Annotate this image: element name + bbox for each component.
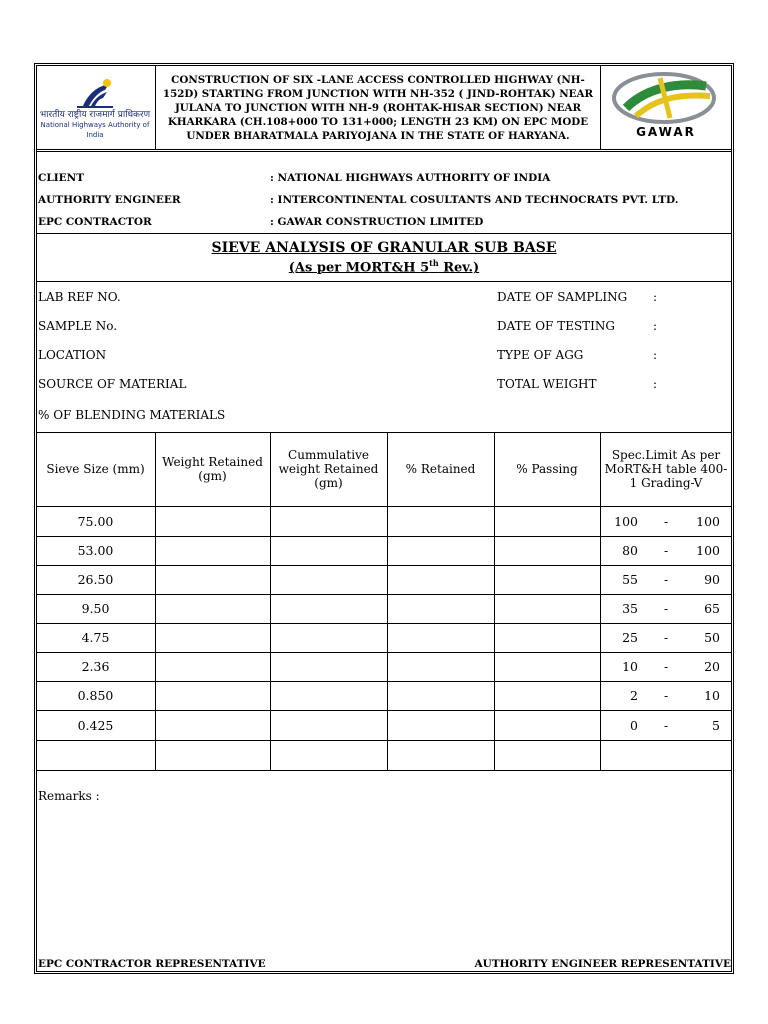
sieve-size-cell: 53.00 — [77, 543, 114, 558]
field-colon: : — [653, 290, 658, 304]
spec-dash: - — [664, 514, 669, 529]
heading-bottom-line — [36, 281, 732, 282]
sieve-size-cell: 0.850 — [77, 688, 114, 703]
header-bottom-line-double — [36, 151, 732, 152]
header-weight-retained — [155, 455, 270, 483]
header-divider-right — [600, 65, 601, 149]
spec-max-cell: 90 — [704, 572, 720, 587]
type-of-agg-label: TYPE OF AGG — [497, 348, 584, 362]
header-line: 1 Grading-V — [629, 476, 703, 490]
sieve-size-cell: 0.425 — [77, 718, 114, 733]
spec-min-cell: 55 — [622, 572, 638, 587]
spec-min-cell: 100 — [614, 514, 638, 529]
spec-min-cell: 25 — [622, 630, 638, 645]
header-line: % Retained — [405, 462, 476, 476]
spec-dash: - — [664, 572, 669, 587]
authority-engineer-value: : INTERCONTINENTAL COSULTANTS AND TECHNOCRATS PVT. LTD. — [270, 194, 679, 206]
spec-max-cell: 100 — [696, 514, 720, 529]
spec-min-cell: 10 — [622, 659, 638, 674]
table-row-line — [36, 623, 732, 624]
project-title-line: CONSTRUCTION OF SIX -LANE ACCESS CONTROLLED HIGHWAY (NH- — [171, 74, 585, 86]
table-row-line — [36, 594, 732, 595]
spec-dash: - — [664, 601, 669, 616]
project-title-line: JULANA TO JUNCTION WITH NH-9 (ROHTAK-HISAR SECTION) NEAR — [174, 102, 582, 114]
header-divider-left — [155, 65, 156, 149]
spec-min-cell: 35 — [622, 601, 638, 616]
project-title-line: KHARKARA (CH.108+000 TO 131+000; LENGTH 23 KM) ON EPC MODE — [167, 116, 589, 128]
subtitle-superscript: th — [429, 258, 439, 268]
sieve-size-cell: 4.75 — [81, 630, 110, 645]
header-percent-passing — [494, 462, 600, 476]
remarks-label: Remarks : — [38, 789, 100, 803]
date-of-testing-label: DATE OF TESTING — [497, 319, 616, 333]
form-title: SIEVE ANALYSIS OF GRANULAR SUB BASE — [211, 240, 557, 256]
total-weight-label: TOTAL WEIGHT — [497, 377, 597, 391]
field-colon: : — [653, 377, 658, 391]
spec-dash: - — [664, 543, 669, 558]
epc-contractor-signature: EPC CONTRACTOR REPRESENTATIVE — [38, 958, 266, 970]
spec-max-cell: 100 — [696, 543, 720, 558]
table-top-line — [36, 432, 732, 433]
header-line: MoRT&H table 400- — [604, 462, 728, 476]
spec-dash: - — [664, 630, 669, 645]
nhai-name — [38, 110, 152, 140]
subtitle-text: (As per MORT&H 5 — [288, 260, 430, 276]
source-of-material-label: SOURCE OF MATERIAL — [38, 377, 187, 391]
table-header-line — [36, 506, 732, 507]
header-line: (gm) — [314, 476, 343, 490]
gawar-logo-icon — [606, 68, 726, 140]
header-percent-retained — [387, 462, 494, 476]
sieve-size-cell: 26.50 — [77, 572, 114, 587]
spec-dash: - — [664, 659, 669, 674]
header-sieve-size — [36, 462, 155, 476]
sieve-size-cell: 9.50 — [81, 601, 110, 616]
header-line: weight Retained — [278, 462, 379, 476]
lab-ref-label: LAB REF NO. — [38, 290, 121, 304]
header-line: % Passing — [516, 462, 578, 476]
nhai-name-hindi: भारतीय राष्ट्रीय राजमार्ग प्राधिकरण — [39, 110, 151, 120]
client-label: CLIENT — [38, 172, 85, 184]
authority-engineer-label: AUTHORITY ENGINEER — [38, 194, 181, 206]
spec-max-cell: 5 — [712, 718, 720, 733]
nhai-name-english: National Highways Authority of India — [40, 121, 150, 139]
project-title-line: UNDER BHARATMALA PARIYOJANA IN THE STATE OF HARYANA. — [186, 130, 570, 142]
spec-max-cell: 20 — [704, 659, 720, 674]
epc-contractor-value: : GAWAR CONSTRUCTION LIMITED — [270, 216, 484, 228]
project-title-line: 152D) STARTING FROM JUNCTION WITH NH-352 ( JIND-ROHTAK) NEAR — [162, 88, 594, 100]
form-subtitle — [36, 258, 732, 275]
header-line: Sieve Size (mm) — [46, 462, 145, 476]
info-bottom-line — [36, 233, 732, 234]
table-col-line — [494, 432, 495, 770]
header-bottom-line — [36, 149, 732, 150]
gawar-logo-text: GAWAR — [636, 125, 696, 139]
header-line: Cummulative — [288, 448, 369, 462]
spec-min-cell: 2 — [630, 688, 638, 703]
client-value: : NATIONAL HIGHWAYS AUTHORITY OF INDIA — [270, 172, 551, 184]
header-line: Spec.Limit As per — [611, 448, 721, 462]
sieve-size-cell: 2.36 — [81, 659, 110, 674]
table-row-line — [36, 536, 732, 537]
header-cumulative-weight — [270, 448, 387, 490]
spec-max-cell: 50 — [704, 630, 720, 645]
header-spec-limit — [600, 448, 732, 490]
spec-min-cell: 80 — [622, 543, 638, 558]
table-col-line — [387, 432, 388, 770]
table-row-line — [36, 710, 732, 711]
date-of-sampling-label: DATE OF SAMPLING — [497, 290, 628, 304]
table-bottom-line — [36, 770, 732, 771]
project-title — [158, 73, 598, 143]
field-colon: : — [653, 348, 658, 362]
sieve-size-cell: 75.00 — [77, 514, 114, 529]
table-row-line — [36, 565, 732, 566]
spec-max-cell: 10 — [704, 688, 720, 703]
sample-no-label: SAMPLE No. — [38, 319, 118, 333]
spec-max-cell: 65 — [704, 601, 720, 616]
epc-contractor-label: EPC CONTRACTOR — [38, 216, 152, 228]
table-row-line — [36, 740, 732, 741]
table-row-line — [36, 652, 732, 653]
subtitle-text-end: Rev.) — [438, 260, 480, 276]
authority-engineer-signature: AUTHORITY ENGINEER REPRESENTATIVE — [474, 958, 731, 970]
table-row-line — [36, 681, 732, 682]
location-label: LOCATION — [38, 348, 107, 362]
header-line: (gm) — [198, 469, 227, 483]
spec-dash: - — [664, 688, 669, 703]
header-line: Weight Retained — [162, 455, 263, 469]
spec-dash: - — [664, 718, 669, 733]
spec-min-cell: 0 — [630, 718, 638, 733]
blending-materials-label: % OF BLENDING MATERIALS — [38, 408, 226, 422]
field-colon: : — [653, 319, 658, 333]
